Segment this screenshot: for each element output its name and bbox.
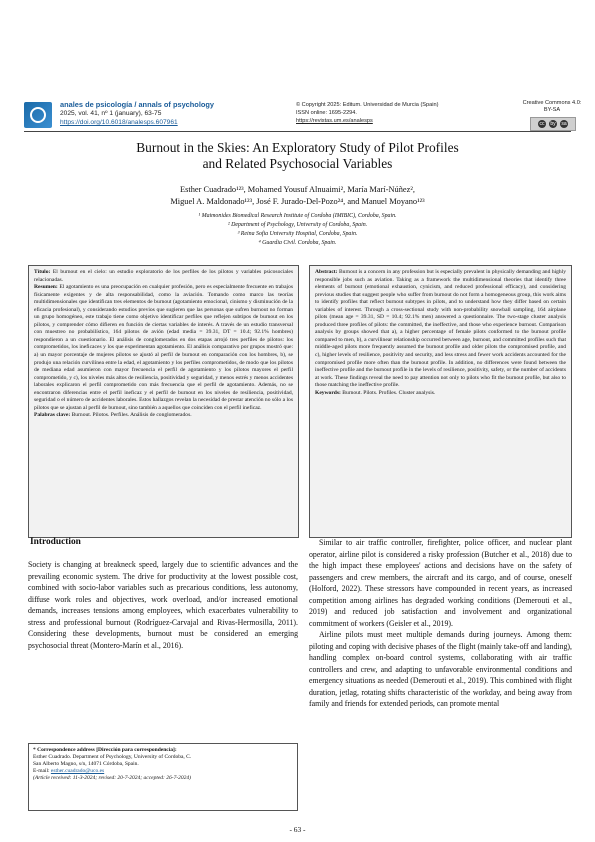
resumen-keywords: Burnout. Pilotos. Perfiles. Análisis de conglomerados. [71, 412, 192, 419]
journal-name: anales de psicología / annals of psychology [60, 100, 215, 109]
correspondence-heading: * Correspondence address [Dirección para correspondencia]: [33, 747, 177, 753]
copyright-text: © Copyright 2025: Editum. Universidad de Murcia (Spain) [296, 102, 439, 108]
journal-issue: 2025, vol. 41, nº 1 (january), 63-75 [60, 110, 162, 117]
section-title-introduction: Introduction [30, 537, 81, 547]
affiliation-3: ³ Reina Sofia University Hospital, Cordoba, Spain. [237, 231, 358, 237]
creative-commons-badge[interactable] [530, 117, 576, 131]
abstract-keywords: Burnout. Pilots. Profiles. Cluster analysis. [342, 389, 436, 396]
resumen-keywords-label: Palabras clave: [34, 412, 71, 419]
affiliation-2: ² Department of Psychology, University of Cordoba, Spain. [227, 222, 368, 228]
journal-url-link[interactable]: https://revistas.um.es/analesps [296, 118, 373, 124]
email-link[interactable]: esther.cuadrado@uco.es [50, 768, 105, 774]
issn-text: ISSN online: 1695-2294. [296, 110, 357, 116]
abstract-text: Burnout is a concern in any profession but is especially prevalent in physically demanding and highly responsible jobs such as aviation. Taking as a framework the multidimensional theories that identify three elements of burnout (emotional exhaustion, cynicism, and reduced professional efficacy), and considering previous studies that suggest people who suffer from burnout do not form a homogeneous group, this work aims to identify profiles that reflect burnout subtypes in pilots, and to understand how they differ based on certain variables of interest. Through a cross-sectional study with non-probability snowball sampling, 164 airplane pilots (mean age = 39.31, SD = 10.4; 92.1% men) answered a questionnaire. The two-stage cluster analysis produced three profiles of pilots: the committed, the ineffective, and those who experience burnout. Comparison analysis by groups showed that a), a higher percentage of female pilots conformed to the burnout profile compared to men, b), a curvilinear relationship occurred between age, burnout, and committed profiles such that middle-aged pilots more frequently assumed the burnout profile and older pilots the compromised profile, and c), higher levels of resilience, positivity and security, and less stress and fewer work accidents accounted for the compromised profile more often than the burnout profile. In addition, no differences were found between the ineffective profile and the burnout profile in the levels of resilience, positivity, safety, or the number of accidents at work. These findings reveal the need to pay attention not only to pilots who fit the burnout profile, but also to those matching the ineffective profile. [315, 269, 566, 389]
right-column [309, 537, 572, 710]
affiliation-1: ¹ Maimonides Biomedical Research Institute of Cordoba (IMIBIC), Cordoba, Spain. [198, 213, 397, 219]
paragraph: Airline pilots must meet multiple demands during journeys. Among them: piloting and coping with decisive phases of the flight (mainly take-off and landing), handling complex on-board control systems, collaborating with air traffic controllers and crew, and adapting to unfavorable environmental conditions and emergency situations as needed (Demerouti et al., 2019). This combined with flight duration, jetlag, rotating shifts characteristic of the workday, and being away from family and friends for extended periods, can promote mental [309, 630, 572, 708]
abstract-box [309, 265, 572, 538]
email-label: E-mail: [33, 768, 50, 774]
left-column [28, 559, 298, 651]
abstract-keywords-label: Keywords: [315, 389, 341, 396]
article-dates: (Article received: 11-3-2024; revised: 20-7-2024; accepted: 26-7-2024) [33, 775, 192, 781]
authors-line2: Miguel A. Maldonado¹²³, José F. Jurado-Del-Pozo²⁴, and Manuel Moyano¹²³ [170, 197, 425, 206]
paragraph: Similar to air traffic controller, firefighter, police officer, and nuclear plant operator, airline pilot is considered a risky profession (Butcher et al., 2018) due to the high impact these employees' actions and decisions have on the safety of passengers and crew members, the aircraft and its cargo, and of course, oneself (Holford, 2022). These stressors have compounded in recent years, as increased competition among airlines has degraded working conditions (Demerouti et al., 2019) and reduced job satisfaction and involvement and organizational commitment of workers (Geisler et al., 2019). [309, 538, 572, 628]
article-title-line2: and Related Psychosocial Variables [202, 156, 393, 171]
license-label: Creative Commons 4.0: BY-SA [522, 100, 582, 113]
affiliation-4: ⁴ Guardia Civil. Cordoba, Spain. [258, 240, 337, 246]
article-title-line1: Burnout in the Skies: An Exploratory Study of Pilot Profiles [136, 140, 459, 155]
header-rule [24, 131, 571, 132]
page-number: - 63 - [289, 825, 306, 834]
resumen-box [28, 265, 299, 538]
correspondence-email-row [33, 768, 293, 775]
journal-logo [24, 102, 52, 128]
resumen-title-text: El burnout en el cielo: un estudio exploratorio de los perfiles de los pilotos y variables psicosociales relacionadas. [34, 269, 293, 283]
paragraph: Society is changing at breakneck speed, largely due to scientific advances and the prevailing economic system. The drive for productivity at the lowest possible cost, combined with socio-labor variables such as precarious conditions, less autonomy, diffuse work roles and objectives, work overload, and/or increased emotional demands, increases tensions among employees, which exacerbates vulnerability to stress and professional burnout (Rodríguez-Carvajal and Rivas-Hermosilla, 2011). Considering these developments, burnout must be considered an emerging psychosocial threat (Montero-Marín et al., 2016). [28, 560, 298, 650]
sa-icon: sa [561, 121, 567, 127]
doi-link[interactable]: https://doi.org/10.6018/analesps.607961 [60, 119, 178, 126]
resumen-title-label: Título: [34, 269, 51, 275]
resumen-text: El agotamiento es una preocupación en cualquier profesión, pero es especialmente frecuente en trabajos físicamente exigentes y de alta responsabilidad, como la aviación. Tomando como marco las teorías multidimensionales que identifican tres elementos de burnout (agotamiento emocional, cinismo y disminución de la eficacia profesional), y considerando estudios previos que sugieren que las personas que sufren burnout no forman un grupo homogéneo, este trabajo tiene como objetivo identificar perfiles que reflejen subtipos de burnout en los pilotos, y comprender cómo difieren en función de ciertas variables de interés. A través de un estudio transversal con muestreo no probabilístico, 164 pilotos de avión (edad media = 39.31, DT = 10.4; 92.1% hombres) respondieron a un cuestionario. El análisis de conglomerados en dos etapas arrojó tres perfiles de pilotos: los comprometidos, los ineficaces y los que experimentan agotamiento. El análisis comparativo por grupos mostró que: a) un mayor porcentaje de mujeres pilotos se ajustó al perfil de burnout en comparación con los hombres, b), se produjo una relación curvilínea entre la edad, el agotamiento y los perfiles comprometidos, de modo que los pilotos de mediana edad asumieron con mayor frecuencia el perfil de agotamiento y los pilotos mayores el perfil comprometido, y c), los niveles más altos de resiliencia, positividad y seguridad, y menos estrés y menos accidentes laborales explicaron el perfil comprometido con más frecuencia que el perfil de agotamiento. Además, no se encontraron diferencias entre el perfil ineficaz y el perfil de burnout en los niveles de resiliencia, positividad, seguridad o el número de accidentes laborales. Estos hallazgos revelan la necesidad de prestar atención no sólo a los pilotos que se ajustan al perfil de burnout, sino también a aquellos que coinciden con el perfil ineficaz. [34, 284, 294, 411]
correspondence-line1: Esther Cuadrado. Department of Psychology, University of Cordoba, C. [33, 754, 192, 760]
by-icon: by [550, 121, 556, 127]
resumen-label: Resumen: [34, 284, 58, 291]
cc-icon: cc [539, 121, 545, 127]
authors-line1: Esther Cuadrado¹²³, Mohamed Yousuf Alnuaimi², María Marí-Núñez², [180, 185, 415, 194]
correspondence-box [28, 743, 298, 811]
correspondence-line2: San Alberto Magno, s/n, 14071 Córdoba, Spain. [33, 761, 139, 767]
abstract-label: Abstract: [315, 269, 338, 275]
